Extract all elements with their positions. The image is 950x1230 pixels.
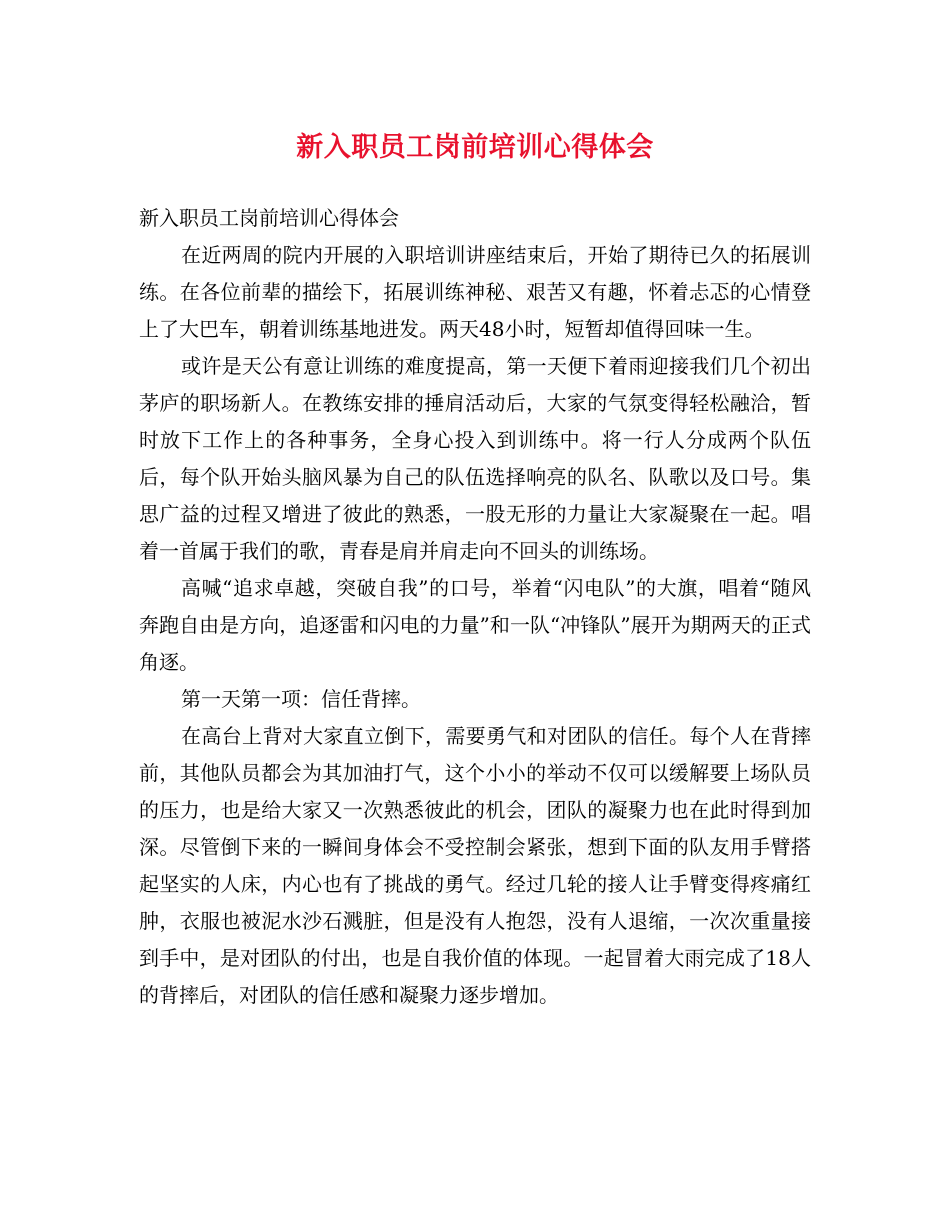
document-title: 新入职员工岗前培训心得体会 — [296, 132, 654, 163]
document-subtitle: 新入职员工岗前培训心得体会 — [139, 206, 399, 230]
paragraph: 在高台上背对大家直立倒下，需要勇气和对团队的信任。每个人在背摔前，其他队员都会为其加油打气，这个小小的举动不仅可以缓解要上场队员的压力，也是给大家又一次熟悉彼此的机会，团队的凝聚力也在此时得到加深。尽管倒下来的一瞬间身体会不受控制会紧张，想到下面的队友用手臂搭起坚实的人床，内心也有了挑战的勇气。经过几轮的接人让手臂变得疼痛红肿，衣服也被泥水沙石溅脏，但是没有人抱怨，没有人退缩，一次次重量接到手中，是对团队的付出，也是自我价值的体现。一起冒着大雨完成了18人的背摔后，对团队的信任感和凝聚力逐步增加。 — [139, 724, 811, 1007]
section-heading: 第一天第一项：信任背摔。 — [181, 687, 421, 711]
paragraph: 或许是天公有意让训练的难度提高，第一天便下着雨迎接我们几个初出茅庐的职场新人。在教练安排的捶肩活动后，大家的气氛变得轻松融洽，暂时放下工作上的各种事务，全身心投入到训练中。将一行人分成两个队伍后，每个队开始头脑风暴为自己的队伍选择响亮的队名、队歌以及口号。集思广益的过程又增进了彼此的熟悉，一股无形的力量让大家凝聚在一起。唱着一首属于我们的歌，青春是肩并肩走向不回头的训练场。 — [139, 354, 811, 563]
paragraph: 高喊“追求卓越，突破自我”的口号，举着“闪电队”的大旗，唱着“随风奔跑自由是方向，追逐雷和闪电的力量”和一队“冲锋队”展开为期两天的正式角逐。 — [139, 576, 811, 674]
document-body — [139, 200, 811, 1014]
paragraph: 在近两周的院内开展的入职培训讲座结束后，开始了期待已久的拓展训练。在各位前辈的描绘下，拓展训练神秘、艰苦又有趣，怀着忐忑的心情登上了大巴车，朝着训练基地进发。两天48小时，短暂却值得回味一生。 — [139, 243, 811, 341]
